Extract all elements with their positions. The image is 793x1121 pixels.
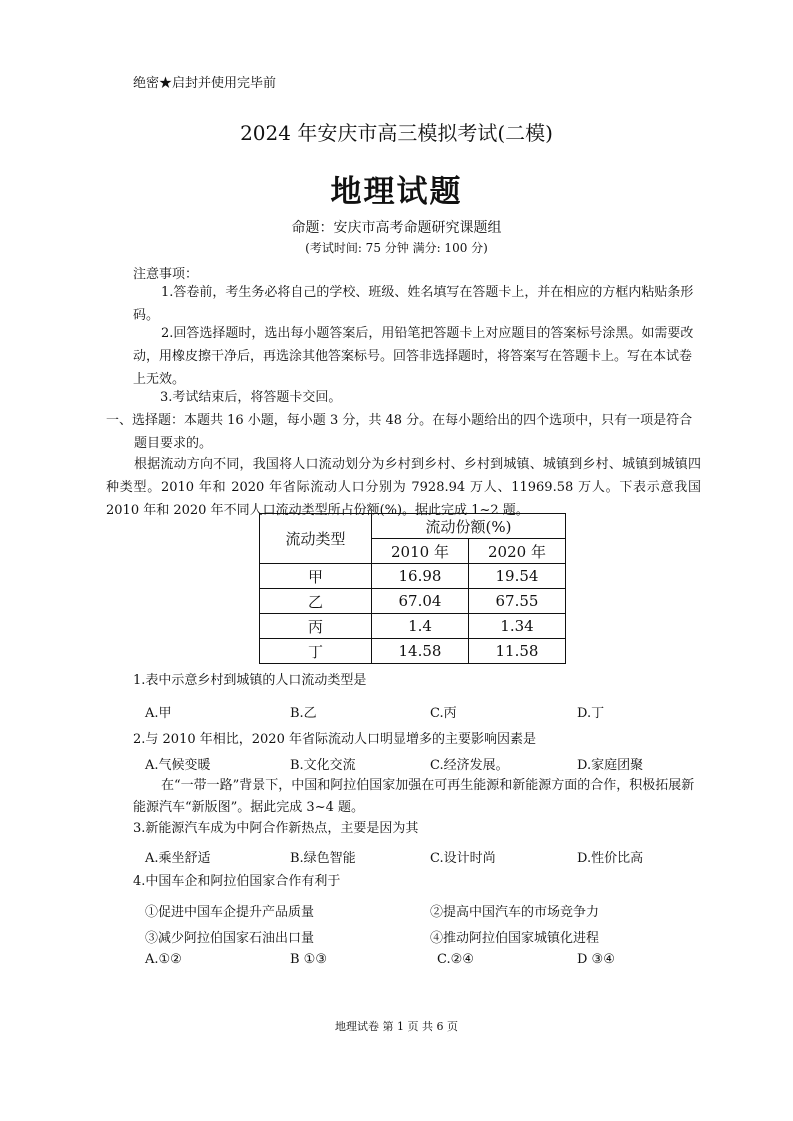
material-2: 在“一带一路”背景下，中国和阿拉伯国家加强在可再生能源和新能源方面的合作，积极拓展新能源汽车“新版图”。据此完成 3~4 题。 <box>133 778 695 815</box>
cell-2020: 67.55 <box>469 589 566 614</box>
header-share: 流动份额(%) <box>372 514 566 539</box>
flow-share-table <box>259 513 566 664</box>
page-footer: 地理试卷 第 1 页 共 6 页 <box>335 1020 458 1033</box>
header-year-2020: 2020 年 <box>469 539 566 564</box>
section-heading: 一、选择题：本题共 16 小题，每小题 3 分，共 48 分。在每小题给出的四个选项中，只有一项是符合题目要求的。 <box>106 413 693 451</box>
table-row <box>260 639 566 664</box>
q4-statement-4: ④推动阿拉伯国家城镇化进程 <box>430 931 600 946</box>
subject-title: 地理试题 <box>330 174 463 210</box>
q4-option-c[interactable]: C.②④ <box>437 952 474 967</box>
q2-option-b[interactable]: B.文化交流 <box>290 758 356 773</box>
cell-2010: 16.98 <box>372 564 469 589</box>
cell-type: 丁 <box>260 639 372 664</box>
time-score-line: (考试时间: 75 分钟 满分: 100 分) <box>305 241 488 255</box>
q1-option-d[interactable]: D.丁 <box>577 706 605 721</box>
q4-option-d[interactable]: D ③④ <box>577 952 615 967</box>
question-1-stem: 1.表中示意乡村到城镇的人口流动类型是 <box>133 673 367 688</box>
cell-2010: 67.04 <box>372 589 469 614</box>
cell-2010: 14.58 <box>372 639 469 664</box>
q2-option-d[interactable]: D.家庭团聚 <box>577 758 644 773</box>
notice-item-3: 3.考试结束后，将答题卡交回。 <box>160 390 342 405</box>
question-3-stem: 3.新能源汽车成为中阿合作新热点，主要是因为其 <box>133 821 419 836</box>
q2-option-a[interactable]: A.气候变暖 <box>145 758 211 773</box>
q4-statement-3: ③减少阿拉伯国家石油出口量 <box>145 931 315 946</box>
cell-type: 乙 <box>260 589 372 614</box>
notice-item-1: 1.答卷前，考生务必将自己的学校、班级、姓名填写在答题卡上，并在相应的方框内粘贴条形码。 <box>133 285 694 323</box>
table-row <box>260 589 566 614</box>
cell-2020: 11.58 <box>469 639 566 664</box>
q3-option-b[interactable]: B.绿色智能 <box>290 851 356 866</box>
q3-option-c[interactable]: C.设计时尚 <box>430 851 496 866</box>
cell-2020: 1.34 <box>469 614 566 639</box>
header-type: 流动类型 <box>260 514 372 564</box>
q2-option-c[interactable]: C.经济发展。 <box>430 758 509 773</box>
q1-option-b[interactable]: B.乙 <box>290 706 317 721</box>
question-4-stem: 4.中国车企和阿拉伯国家合作有利于 <box>133 874 341 889</box>
cell-2020: 19.54 <box>469 564 566 589</box>
q1-option-c[interactable]: C.丙 <box>430 706 457 721</box>
q3-option-a[interactable]: A.乘坐舒适 <box>145 851 211 866</box>
q3-option-d[interactable]: D.性价比高 <box>577 851 644 866</box>
q4-statement-2: ②提高中国汽车的市场竞争力 <box>430 905 600 920</box>
cell-type: 甲 <box>260 564 372 589</box>
header-year-2010: 2010 年 <box>372 539 469 564</box>
author-line: 命题：安庆市高考命题研究课题组 <box>291 220 502 236</box>
notice-item-2: 2.回答选择题时，选出每小题答案后，用铅笔把答题卡上对应题目的答案标号涂黑。如需要改动，用橡皮擦干净后，再选涂其他答案标号。回答非选择题时，将答案写在答题卡上。写在本试卷上无效。 <box>133 326 694 387</box>
q1-option-a[interactable]: A.甲 <box>145 706 172 721</box>
material-1: 根据流动方向不同，我国将人口流动划分为乡村到乡村、乡村到城镇、城镇到乡村、城镇到城镇四种类型。2010 年和 2020 年省际流动人口分别为 7928.94 万人、11969.58 万人。下表示意我国 2010 年和 2020 年不同人口流动类型所占份额(%)。据此完成 1~2 题。 <box>106 457 701 518</box>
cell-2010: 1.4 <box>372 614 469 639</box>
exam-title: 2024 年安庆市高三模拟考试(二模) <box>240 121 553 145</box>
cell-type: 丙 <box>260 614 372 639</box>
q4-option-a[interactable]: A.①② <box>145 952 182 967</box>
question-2-stem: 2.与 2010 年相比，2020 年省际流动人口明显增多的主要影响因素是 <box>133 732 536 747</box>
q4-option-b[interactable]: B ①③ <box>290 952 327 967</box>
q4-statement-1: ①促进中国车企提升产品质量 <box>145 905 315 920</box>
confidential-mark: 绝密★启封并使用完毕前 <box>133 76 277 91</box>
table-row <box>260 564 566 589</box>
table-row <box>260 614 566 639</box>
notice-label: 注意事项： <box>133 267 199 282</box>
